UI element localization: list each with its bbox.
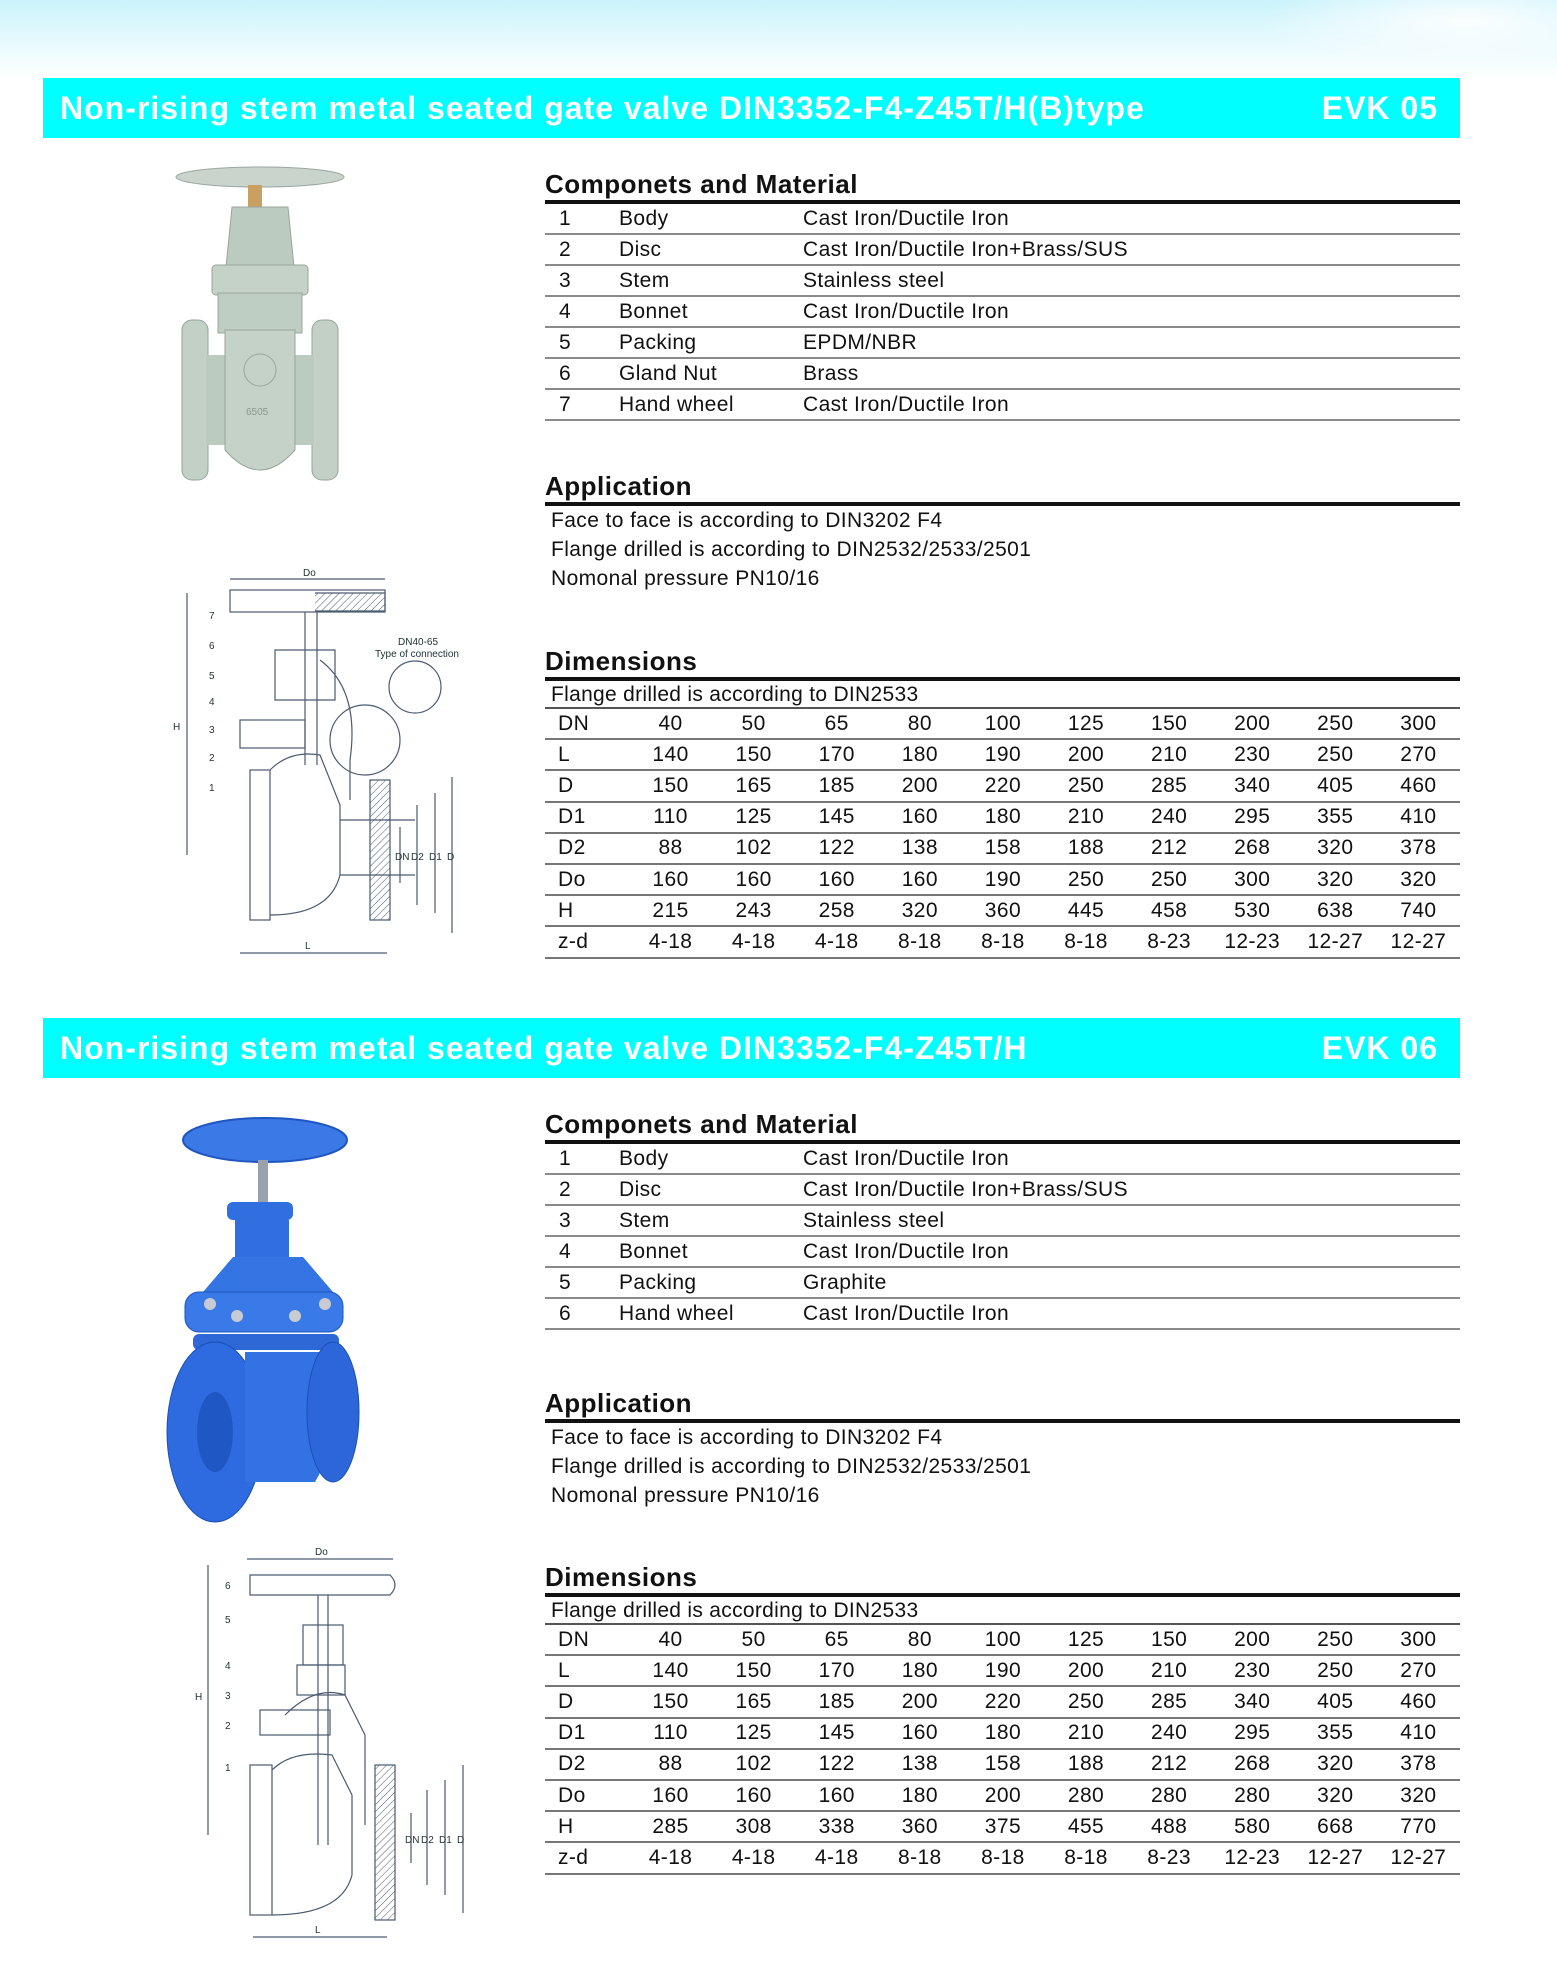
table-cell: 12-27 — [1307, 1845, 1364, 1869]
table-cell: 200 — [901, 1689, 938, 1713]
application-block — [545, 1387, 1460, 1510]
svg-text:7: 7 — [209, 611, 215, 622]
table-cell: 250 — [1317, 1658, 1354, 1682]
table-cell: 320 — [901, 898, 938, 922]
components-table — [545, 1144, 1460, 1330]
table-cell: 530 — [1234, 898, 1271, 922]
table-row — [545, 896, 1460, 927]
table-cell: 180 — [901, 742, 938, 766]
table-cell: 160 — [818, 867, 855, 891]
svg-text:Do: Do — [315, 1547, 328, 1558]
product-code: EVK 06 — [1321, 1029, 1438, 1066]
table-cell: 8-18 — [981, 929, 1025, 953]
svg-text:Type of connection: Type of connection — [375, 649, 459, 660]
table-cell: 270 — [1400, 742, 1437, 766]
table-cell: 300 — [1400, 1627, 1437, 1651]
sky-background — [0, 0, 1557, 80]
table-cell: 125 — [735, 805, 772, 829]
application-line: Face to face is according to DIN3202 F4 — [551, 1426, 943, 1449]
table-cell: 410 — [1400, 1721, 1437, 1745]
product-title: Non-rising stem metal seated gate valve DIN3352-F4-Z45T/H(B)type — [60, 89, 1145, 126]
table-cell: 250 — [1150, 867, 1188, 891]
table-cell: 200 — [1234, 1627, 1271, 1651]
table-cell: 243 — [735, 898, 772, 922]
table-cell: 180 — [984, 1721, 1022, 1745]
svg-text:6505: 6505 — [246, 407, 269, 418]
table-cell: 180 — [901, 1658, 938, 1682]
table-cell: 122 — [818, 836, 855, 860]
table-cell: 230 — [1234, 1658, 1271, 1682]
table-cell: 320 — [1317, 836, 1354, 860]
table-cell: 210 — [1150, 1658, 1188, 1682]
table-cell: 8-18 — [981, 1845, 1025, 1869]
row-label: z-d — [558, 1845, 589, 1869]
table-cell: 8-18 — [898, 1845, 942, 1869]
table-row — [545, 1781, 1460, 1812]
table-cell: 190 — [984, 1658, 1022, 1682]
table-cell: 340 — [1234, 1689, 1271, 1713]
svg-text:3: 3 — [209, 725, 215, 736]
table-cell: 638 — [1317, 898, 1354, 922]
table-cell: 158 — [984, 836, 1022, 860]
table-cell: 100 — [984, 1627, 1022, 1651]
table-cell: 4-18 — [648, 1845, 693, 1869]
table-cell: 188 — [1067, 836, 1105, 860]
table-cell: 360 — [901, 1814, 938, 1838]
table-cell: 150 — [652, 1689, 689, 1713]
table-cell: 180 — [984, 805, 1022, 829]
table-cell: 4-18 — [814, 1845, 859, 1869]
table-cell: 160 — [652, 867, 689, 891]
table-cell: 12-27 — [1307, 929, 1364, 953]
table-cell: 580 — [1234, 1814, 1271, 1838]
table-cell: 125 — [1067, 1627, 1105, 1651]
svg-text:D: D — [457, 1835, 465, 1846]
table-cell: 340 — [1234, 773, 1271, 797]
table-row — [545, 927, 1460, 958]
table-row — [545, 1843, 1460, 1874]
table-row: 1 Body Cast Iron/Ductile Iron — [545, 1144, 1460, 1175]
table-cell: 355 — [1317, 1721, 1354, 1745]
table-cell: 488 — [1150, 1814, 1188, 1838]
table-cell: 445 — [1067, 898, 1105, 922]
valve-photo-blue — [165, 1112, 365, 1532]
table-cell: 8-18 — [898, 929, 942, 953]
row-label: D1 — [558, 1721, 586, 1745]
row-label: D — [558, 1689, 574, 1713]
table-cell: 210 — [1150, 742, 1188, 766]
table-cell: 405 — [1317, 1689, 1354, 1713]
svg-text:6: 6 — [225, 1581, 231, 1592]
table-cell: 40 — [658, 711, 683, 735]
row-label: D2 — [558, 836, 586, 860]
application-line: Nomonal pressure PN10/16 — [551, 1484, 820, 1507]
table-cell: 285 — [1150, 1689, 1188, 1713]
table-cell: 150 — [652, 773, 689, 797]
table-cell: 125 — [1067, 711, 1105, 735]
svg-text:5: 5 — [225, 1615, 231, 1626]
table-row — [545, 1719, 1460, 1750]
table-cell: 150 — [735, 1658, 772, 1682]
table-cell: 170 — [818, 742, 855, 766]
table-cell: 80 — [907, 711, 932, 735]
table-cell: 88 — [658, 836, 683, 860]
table-cell: 320 — [1400, 1783, 1437, 1807]
table-cell: 375 — [984, 1814, 1022, 1838]
product-banner — [43, 78, 1460, 138]
table-row — [545, 1656, 1460, 1687]
table-cell: 65 — [824, 711, 849, 735]
dimensions-heading: Dimensions — [545, 1562, 698, 1592]
row-label: H — [558, 1814, 574, 1838]
table-row — [545, 771, 1460, 802]
table-row — [545, 865, 1460, 896]
table-cell: 270 — [1400, 1658, 1437, 1682]
table-cell: 160 — [735, 1783, 772, 1807]
table-cell: 338 — [818, 1814, 855, 1838]
table-cell: 458 — [1150, 898, 1188, 922]
table-cell: 65 — [824, 1627, 849, 1651]
table-cell: 160 — [818, 1783, 855, 1807]
table-row — [545, 1812, 1460, 1843]
table-row — [545, 709, 1460, 740]
application-line: Flange drilled is according to DIN2532/2533/2501 — [551, 1455, 1032, 1478]
components-block — [545, 1108, 1460, 1330]
table-row — [545, 1625, 1460, 1656]
table-cell: 110 — [653, 805, 688, 829]
svg-text:1: 1 — [225, 1763, 231, 1774]
row-label: z-d — [558, 929, 589, 953]
row-label: H — [558, 898, 574, 922]
table-row: 7 Hand wheel Cast Iron/Ductile Iron — [545, 390, 1460, 421]
table-cell: 295 — [1234, 805, 1271, 829]
table-cell: 160 — [901, 805, 938, 829]
dimensions-note: Flange drilled is according to DIN2533 — [545, 1597, 1460, 1625]
valve-photo-grey — [170, 165, 350, 535]
components-heading: Componets and Material — [545, 1109, 858, 1139]
table-cell: 150 — [735, 742, 772, 766]
table-cell: 268 — [1234, 836, 1271, 860]
table-cell: 138 — [901, 836, 938, 860]
table-cell: 460 — [1400, 773, 1437, 797]
table-row: 6 Hand wheel Cast Iron/Ductile Iron — [545, 1299, 1460, 1330]
table-cell: 160 — [901, 1721, 938, 1745]
table-cell: 88 — [658, 1752, 683, 1776]
table-cell: 240 — [1150, 805, 1188, 829]
row-label: D2 — [558, 1752, 586, 1776]
svg-text:D1: D1 — [439, 1835, 452, 1846]
row-label: Do — [558, 867, 586, 891]
table-cell: 250 — [1067, 773, 1105, 797]
application-line: Face to face is according to DIN3202 F4 — [551, 509, 943, 532]
table-cell: 460 — [1400, 1689, 1437, 1713]
table-cell: 200 — [1067, 742, 1105, 766]
table-cell: 160 — [652, 1783, 689, 1807]
table-cell: 12-23 — [1224, 929, 1281, 953]
table-cell: 4-18 — [731, 929, 776, 953]
svg-text:1: 1 — [209, 783, 215, 794]
application-block — [545, 470, 1460, 593]
table-cell: 308 — [735, 1814, 772, 1838]
product-code: EVK 05 — [1321, 89, 1438, 126]
table-cell: 220 — [984, 773, 1022, 797]
table-cell: 102 — [735, 836, 772, 860]
table-cell: 280 — [1150, 1783, 1188, 1807]
table-cell: 138 — [901, 1752, 938, 1776]
table-cell: 150 — [1150, 711, 1188, 735]
table-row: 3 Stem Stainless steel — [545, 266, 1460, 297]
product-title: Non-rising stem metal seated gate valve DIN3352-F4-Z45T/H — [60, 1029, 1028, 1066]
product-banner — [43, 1018, 1460, 1078]
table-cell: 300 — [1234, 867, 1271, 891]
table-cell: 200 — [901, 773, 938, 797]
svg-text:6: 6 — [209, 641, 215, 652]
table-row: 5 Packing EPDM/NBR — [545, 328, 1460, 359]
application-heading: Application — [545, 1388, 693, 1418]
table-cell: 140 — [652, 742, 689, 766]
table-cell: 740 — [1400, 898, 1437, 922]
table-cell: 250 — [1067, 1689, 1105, 1713]
svg-text:3: 3 — [225, 1691, 231, 1702]
table-cell: 240 — [1150, 1721, 1188, 1745]
table-row: 6 Gland Nut Brass — [545, 359, 1460, 390]
table-cell: 185 — [818, 773, 855, 797]
table-cell: 188 — [1067, 1752, 1105, 1776]
dimensions-note: Flange drilled is according to DIN2533 — [545, 681, 1460, 709]
row-label: DN — [558, 1627, 590, 1651]
table-cell: 165 — [735, 773, 772, 797]
table-cell: 250 — [1317, 742, 1354, 766]
table-cell: 12-27 — [1390, 929, 1447, 953]
svg-text:2: 2 — [209, 753, 215, 764]
table-cell: 320 — [1317, 867, 1354, 891]
table-cell: 355 — [1317, 805, 1354, 829]
table-cell: 180 — [901, 1783, 938, 1807]
row-label: D — [558, 773, 574, 797]
table-cell: 405 — [1317, 773, 1354, 797]
valve-cross-section-drawing — [155, 565, 485, 960]
components-table — [545, 204, 1460, 421]
svg-text:Do: Do — [303, 568, 316, 579]
table-cell: 200 — [1067, 1658, 1105, 1682]
table-cell: 320 — [1317, 1783, 1354, 1807]
dimensions-block — [545, 645, 1460, 959]
table-cell: 12-27 — [1390, 1845, 1447, 1869]
table-cell: 50 — [741, 1627, 766, 1651]
table-cell: 295 — [1234, 1721, 1271, 1745]
table-cell: 210 — [1067, 805, 1105, 829]
application-line: Flange drilled is according to DIN2532/2533/2501 — [551, 538, 1032, 561]
table-cell: 668 — [1317, 1814, 1354, 1838]
table-cell: 165 — [735, 1689, 772, 1713]
dimensions-table — [545, 709, 1460, 959]
dimensions-table — [545, 1625, 1460, 1875]
table-row: 4 Bonnet Cast Iron/Ductile Iron — [545, 297, 1460, 328]
table-cell: 50 — [741, 711, 766, 735]
table-cell: 250 — [1317, 1627, 1354, 1651]
table-cell: 258 — [818, 898, 855, 922]
svg-text:D2: D2 — [421, 1835, 434, 1846]
table-row: 2 Disc Cast Iron/Ductile Iron+Brass/SUS — [545, 235, 1460, 266]
table-cell: 360 — [984, 898, 1022, 922]
table-cell: 378 — [1400, 1752, 1437, 1776]
table-row — [545, 1687, 1460, 1718]
table-cell: 150 — [1150, 1627, 1188, 1651]
table-row — [545, 803, 1460, 834]
row-label: L — [558, 1658, 571, 1682]
table-row — [545, 740, 1460, 771]
svg-text:D2: D2 — [411, 852, 424, 863]
table-cell: 40 — [658, 1627, 683, 1651]
table-cell: 100 — [984, 711, 1022, 735]
row-label: L — [558, 742, 571, 766]
table-cell: 170 — [818, 1658, 855, 1682]
table-cell: 770 — [1400, 1814, 1437, 1838]
table-cell: 125 — [735, 1721, 772, 1745]
table-cell: 8-18 — [1064, 1845, 1108, 1869]
table-cell: 4-18 — [648, 929, 693, 953]
row-label: Do — [558, 1783, 586, 1807]
table-cell: 8-18 — [1064, 929, 1108, 953]
table-cell: 300 — [1400, 711, 1437, 735]
svg-text:L: L — [305, 941, 311, 952]
table-cell: 4-18 — [814, 929, 859, 953]
table-cell: 4-18 — [731, 1845, 776, 1869]
valve-cross-section-drawing — [175, 1545, 485, 1955]
table-cell: 455 — [1067, 1814, 1105, 1838]
table-cell: 110 — [653, 1721, 688, 1745]
table-cell: 250 — [1317, 711, 1354, 735]
table-row: 5 Packing Graphite — [545, 1268, 1460, 1299]
table-cell: 268 — [1234, 1752, 1271, 1776]
svg-text:4: 4 — [209, 697, 215, 708]
table-cell: 145 — [818, 1721, 855, 1745]
svg-text:2: 2 — [225, 1721, 231, 1732]
svg-text:5: 5 — [209, 671, 215, 682]
table-cell: 200 — [984, 1783, 1022, 1807]
table-cell: 215 — [652, 898, 689, 922]
dimensions-heading: Dimensions — [545, 646, 698, 676]
table-cell: 8-23 — [1147, 929, 1191, 953]
table-cell: 220 — [984, 1689, 1022, 1713]
table-cell: 122 — [818, 1752, 855, 1776]
svg-text:4: 4 — [225, 1661, 231, 1672]
svg-text:H: H — [173, 722, 181, 733]
table-cell: 160 — [901, 867, 938, 891]
table-cell: 190 — [984, 742, 1022, 766]
table-cell: 210 — [1067, 1721, 1105, 1745]
table-cell: 230 — [1234, 742, 1271, 766]
table-row — [545, 1750, 1460, 1781]
row-label: D1 — [558, 805, 586, 829]
svg-text:D1: D1 — [429, 852, 442, 863]
table-cell: 320 — [1400, 867, 1437, 891]
svg-text:DN: DN — [405, 1835, 420, 1846]
table-cell: 80 — [907, 1627, 932, 1651]
table-cell: 190 — [984, 867, 1022, 891]
table-cell: 160 — [735, 867, 772, 891]
table-cell: 285 — [1150, 773, 1188, 797]
table-cell: 320 — [1317, 1752, 1354, 1776]
table-cell: 185 — [818, 1689, 855, 1713]
table-row — [545, 834, 1460, 865]
table-row: 3 Stem Stainless steel — [545, 1206, 1460, 1237]
table-cell: 12-23 — [1224, 1845, 1281, 1869]
table-cell: 200 — [1234, 711, 1271, 735]
table-row: 1 Body Cast Iron/Ductile Iron — [545, 204, 1460, 235]
table-cell: 250 — [1067, 867, 1105, 891]
svg-text:DN40-65: DN40-65 — [398, 637, 439, 648]
dimensions-block — [545, 1561, 1460, 1875]
table-cell: 285 — [652, 1814, 689, 1838]
table-cell: 158 — [984, 1752, 1022, 1776]
svg-text:DN: DN — [395, 852, 410, 863]
application-heading: Application — [545, 471, 693, 501]
table-row: 2 Disc Cast Iron/Ductile Iron+Brass/SUS — [545, 1175, 1460, 1206]
table-cell: 212 — [1150, 836, 1188, 860]
table-cell: 378 — [1400, 836, 1437, 860]
svg-text:L: L — [315, 1925, 321, 1936]
svg-text:D: D — [447, 852, 455, 863]
components-heading: Componets and Material — [545, 169, 858, 199]
table-cell: 145 — [818, 805, 855, 829]
application-line: Nomonal pressure PN10/16 — [551, 567, 820, 590]
table-cell: 212 — [1150, 1752, 1188, 1776]
table-cell: 102 — [735, 1752, 772, 1776]
row-label: DN — [558, 711, 590, 735]
table-cell: 280 — [1234, 1783, 1271, 1807]
components-block — [545, 168, 1460, 421]
table-cell: 8-23 — [1147, 1845, 1191, 1869]
table-cell: 140 — [652, 1658, 689, 1682]
table-cell: 410 — [1400, 805, 1437, 829]
svg-text:H: H — [195, 1692, 203, 1703]
table-row: 4 Bonnet Cast Iron/Ductile Iron — [545, 1237, 1460, 1268]
table-cell: 280 — [1067, 1783, 1105, 1807]
